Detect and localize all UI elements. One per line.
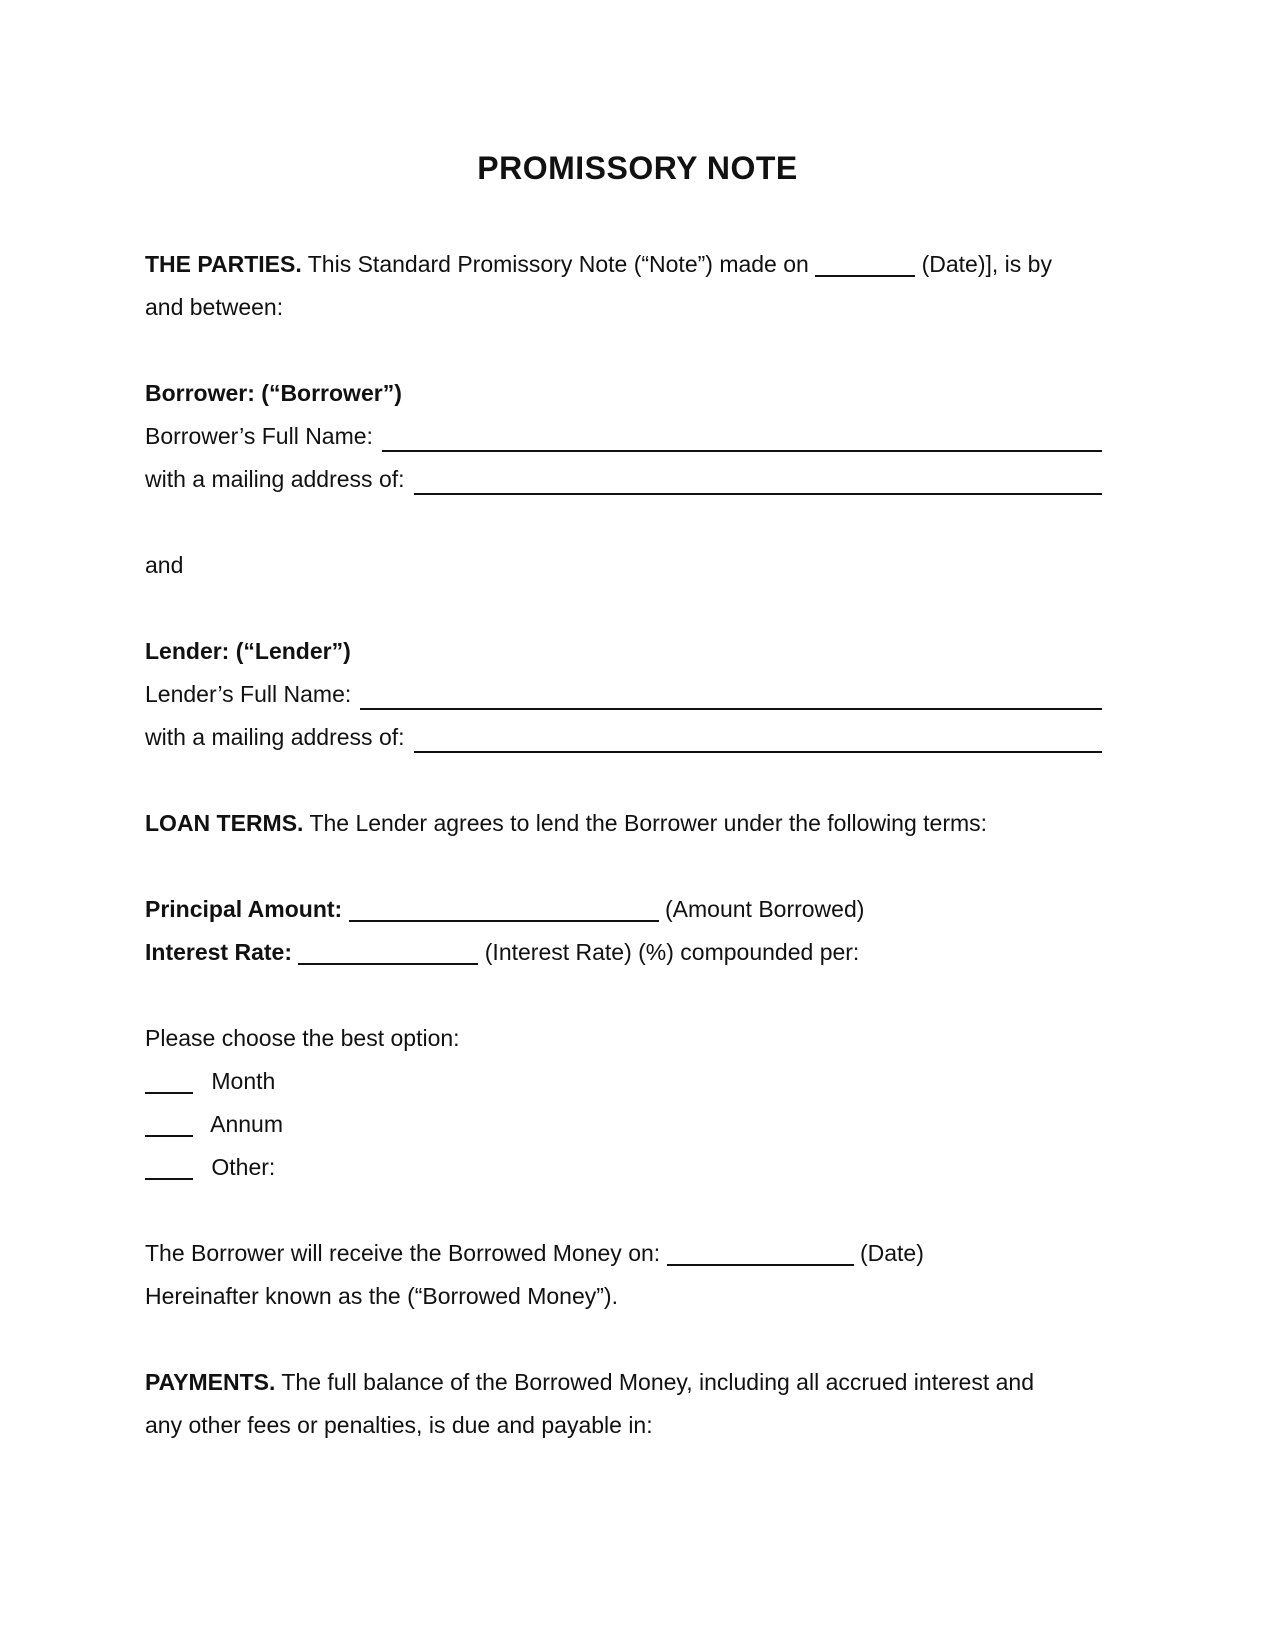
option-month-row [145,1060,1130,1103]
options-prompt: Please choose the best option: [145,1025,460,1051]
option-other-label: Other: [211,1154,276,1180]
lender-address-line [145,716,1130,759]
option-other-blank [145,1178,193,1180]
lender-name-line [145,673,1130,716]
loan-terms-line [145,802,1130,845]
option-month-blank [145,1092,193,1094]
borrower-address-line [145,458,1130,501]
receipt-date-blank [667,1264,854,1266]
loan-terms-text: The Lender agrees to lend the Borrower under the following terms: [309,810,988,836]
borrower-name-blank [382,415,1102,452]
parties-line1 [145,243,1130,286]
borrower-name-label: Borrower’s Full Name: [145,423,373,449]
payments-label: PAYMENTS. [145,1369,276,1395]
parties-label: THE PARTIES. [145,251,302,277]
loan-terms-paragraph [145,802,1130,845]
principal-amount-blank [349,920,659,922]
option-month-label: Month [211,1068,276,1094]
receipt-date-suffix: (Date) [859,1240,924,1266]
borrower-name-line [145,415,1130,458]
receipt-paragraph [145,1232,1130,1318]
receipt-line1-text: The Borrower will receive the Borrowed Money on: [145,1240,661,1266]
made-on-date-blank [815,275,915,277]
borrower-address-blank [414,458,1102,495]
payments-line2: any other fees or penalties, is due and payable in: [145,1412,653,1438]
receipt-line1 [145,1232,1130,1275]
parties-line1-after: (Date)], is by [921,251,1052,277]
principal-amount-line [145,888,1130,931]
option-annum-label: Annum [210,1111,283,1137]
lender-section [145,630,1130,759]
option-annum-row [145,1103,1130,1146]
compounding-options-section [145,1017,1130,1189]
parties-paragraph [145,243,1130,329]
borrower-heading: Borrower: (“Borrower”) [145,380,402,406]
option-annum-blank [145,1135,193,1137]
payments-line1 [145,1361,1130,1404]
loan-amounts-section [145,888,1130,974]
payments-line1-text: The full balance of the Borrowed Money, including all accrued interest and [281,1369,1034,1395]
lender-name-label: Lender’s Full Name: [145,681,352,707]
interest-rate-suffix: (Interest Rate) (%) compounded per: [484,939,860,965]
interest-rate-label: Interest Rate: [145,939,292,965]
lender-address-blank [414,716,1102,753]
parties-line1-text: This Standard Promissory Note (“Note”) made on [307,251,809,277]
and-connector: and [145,552,184,578]
parties-line2: and between: [145,294,284,320]
interest-rate-line [145,931,1130,974]
payments-paragraph [145,1361,1130,1447]
option-other-row [145,1146,1130,1189]
lender-heading: Lender: (“Lender”) [145,638,351,664]
borrower-address-label: with a mailing address of: [145,466,405,492]
lender-name-blank [360,673,1102,710]
receipt-line2: Hereinafter known as the (“Borrowed Money”). [145,1283,618,1309]
principal-amount-label: Principal Amount: [145,896,343,922]
lender-address-label: with a mailing address of: [145,724,405,750]
loan-terms-label: LOAN TERMS. [145,810,304,836]
interest-rate-blank [298,963,478,965]
principal-amount-suffix: (Amount Borrowed) [665,896,865,922]
document-title: PROMISSORY NOTE [477,150,798,186]
borrower-section [145,372,1130,501]
